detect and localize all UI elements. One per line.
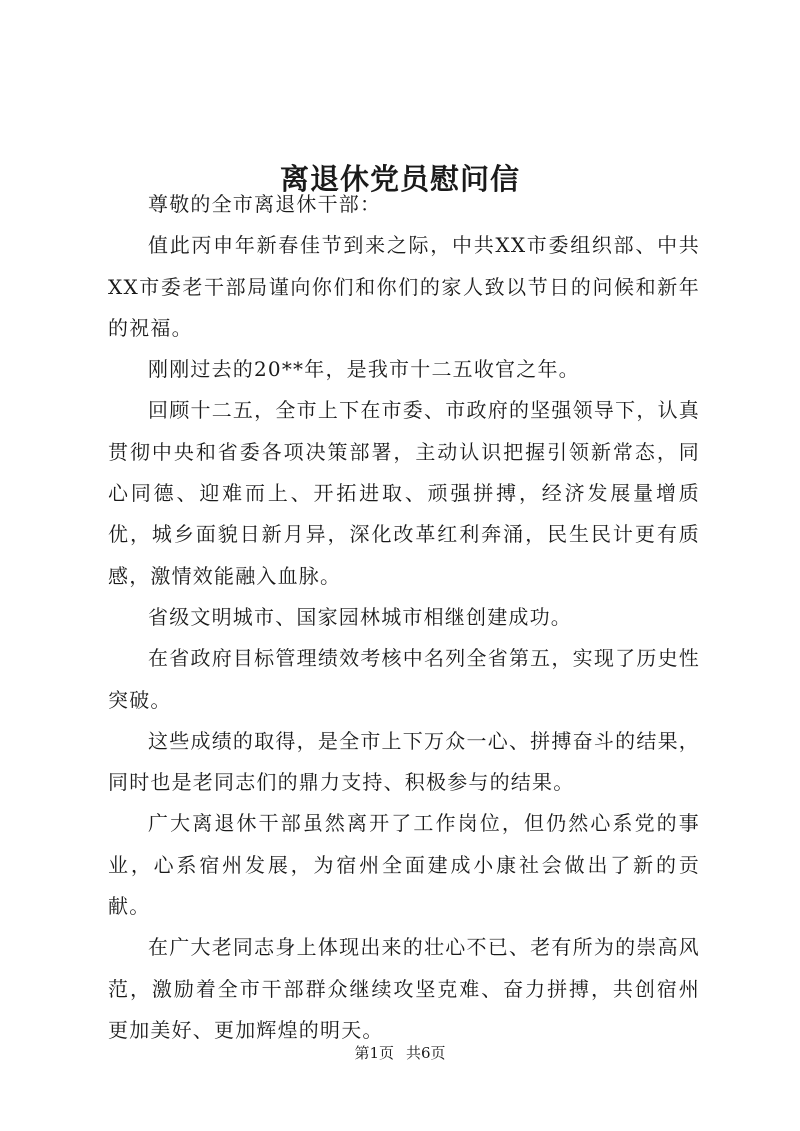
paragraph: 这些成绩的取得，是全市上下万众一心、拼搏奋斗的结果，同时也是老同志们的鼎力支持、积极参与的结果。 [108, 728, 700, 795]
paragraph: 刚刚过去的20**年，是我市十二五收官之年。 [148, 357, 580, 382]
page-footer [0, 1042, 800, 1064]
paragraph: 省级文明城市、国家园林城市相继创建成功。 [148, 604, 572, 629]
paragraph: 在省政府目标管理绩效考核中名列全省第五，实现了历史性突破。 [108, 646, 700, 712]
paragraph: 回顾十二五，全市上下在市委、市政府的坚强领导下，认真贯彻中央和省委各项决策部署，主动认识把握引领新常态，同心同德、迎难而上、开拓进取、顽强拼搏，经济发展量增质优，城乡面貌日新月异，深化改革红利奔涌，民生民计更有质感，激情效能融入血脉。 [108, 398, 700, 588]
document-body [108, 184, 700, 1051]
paragraph: 广大离退休干部虽然离开了工作岗位，但仍然心系党的事业，心系宿州发展，为宿州全面建成小康社会做出了新的贡献。 [108, 811, 700, 919]
paragraph: 在广大老同志身上体现出来的壮心不已、老有所为的崇高风范，激励着全市干部群众继续攻坚克难、奋力拼搏，共创宿州更加美好、更加辉煌的明天。 [108, 935, 700, 1042]
paragraph: 值此丙申年新春佳节到来之际，中共XX市委组织部、中共XX市委老干部局谨向你们和你们的家人致以节日的问候和新年的祝福。 [108, 233, 700, 340]
document-title: 离退休党员慰问信 [279, 162, 520, 197]
paragraph-salutation: 尊敬的全市离退休干部： [148, 192, 382, 216]
page-number: 第1页 [354, 1044, 394, 1062]
total-pages: 共6页 [406, 1044, 446, 1062]
